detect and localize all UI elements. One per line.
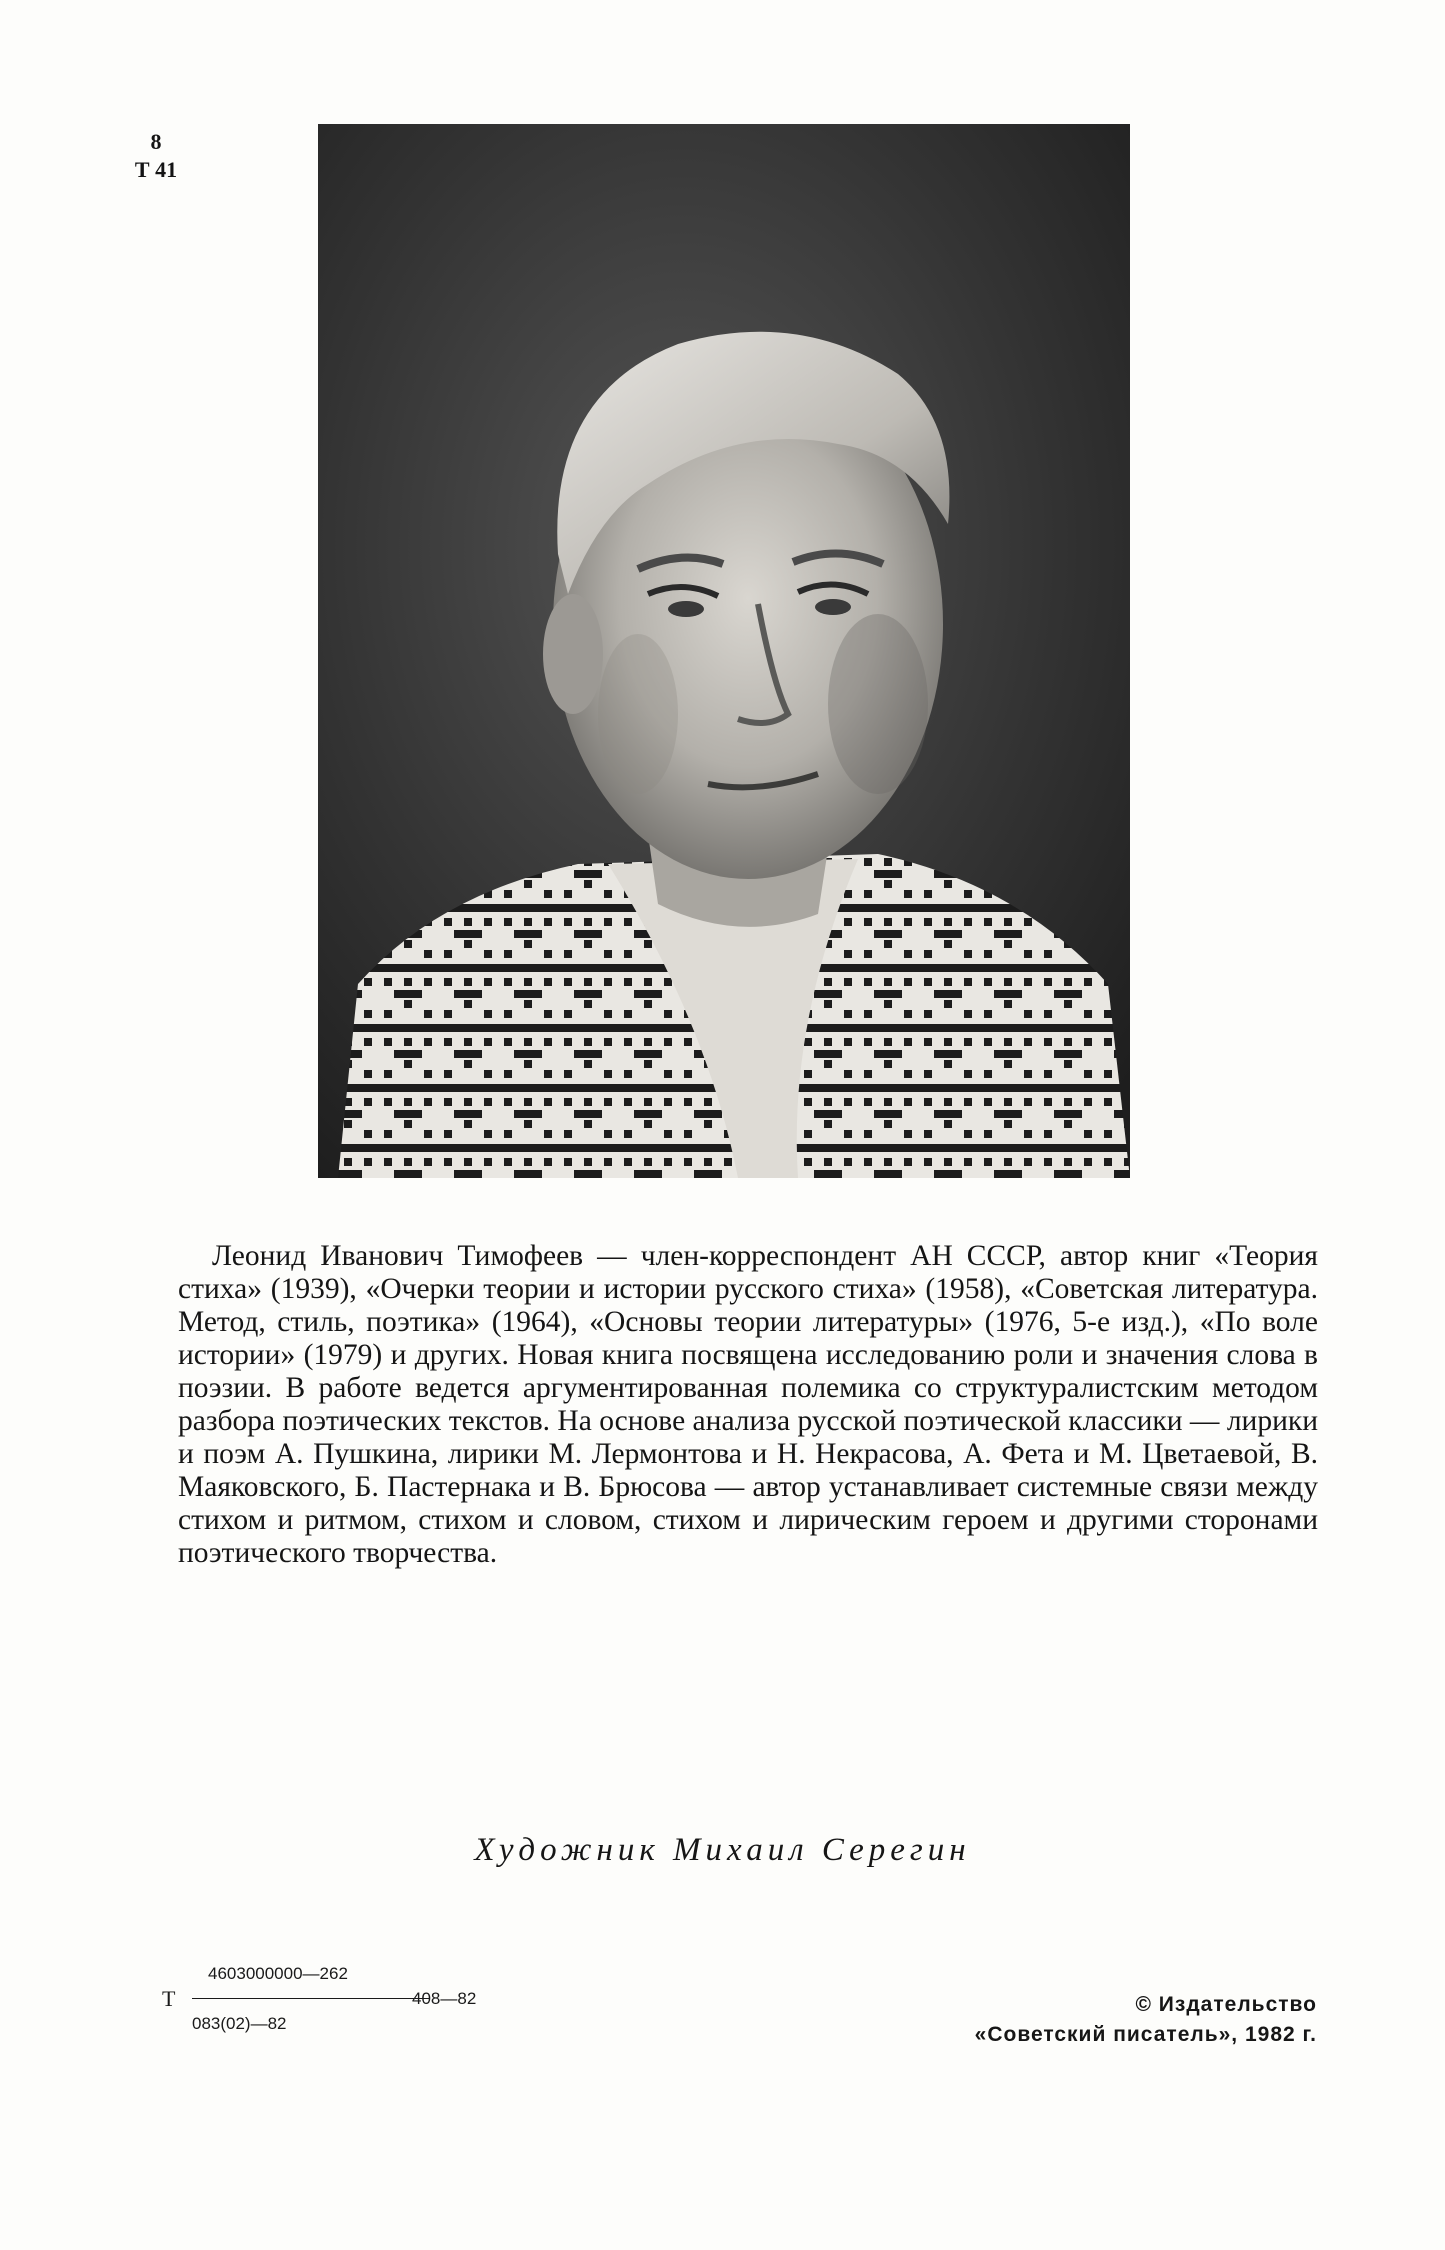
library-classifier [130,128,182,184]
publisher-copyright [975,1990,1317,2050]
author-mark: Т 41 [134,157,178,182]
artist-credit: Художник Михаил Серегин [474,1832,971,1868]
index-denominator: 083(02)—82 [192,2014,287,2033]
index-numerator: 4603000000—262 [208,1964,348,1983]
portrait-drawing [318,124,1130,1178]
copyright-line: © Издательство [1135,1993,1317,2016]
index-suffix: 408—82 [412,1989,477,2008]
publication-index [162,1964,522,2044]
book-annotation: Леонид Иванович Тимофеев — член-корреспондент АН СССР, автор книг «Теория стиха» (1939), «Очерки теории и истории русского стиха» (1958), «Советская литература. Метод, стиль, поэтика» (1964), «Основы теории литературы» (1976, 5-е изд.), «По воле истории» (1979) и других. Новая книга посвящена исследованию роли и значения слова в поэзии. В работе ведется аргументированная полемика со структуралистским методом разбора поэтических текстов. На основе анализа русской поэтической классики — лирики и поэм А. Пушкина, лирики М. Лермонтова и Н. Некрасова, А. Фета и М. Цветаевой, В. Маяковского, Б. Пастернака и В. Брюсова — автор устанавливает системные связи между стихом и ритмом, стихом и словом, стихом и лирическим героем и другими сторонами поэтического творчества. [178,1240,1318,1569]
author-portrait-photo [318,124,1130,1178]
classifier-code: 8 [150,129,162,154]
publisher-name: «Советский писатель», 1982 г. [974,2023,1317,2046]
fraction-line [192,1998,430,1999]
index-letter: Т [162,1986,176,2011]
